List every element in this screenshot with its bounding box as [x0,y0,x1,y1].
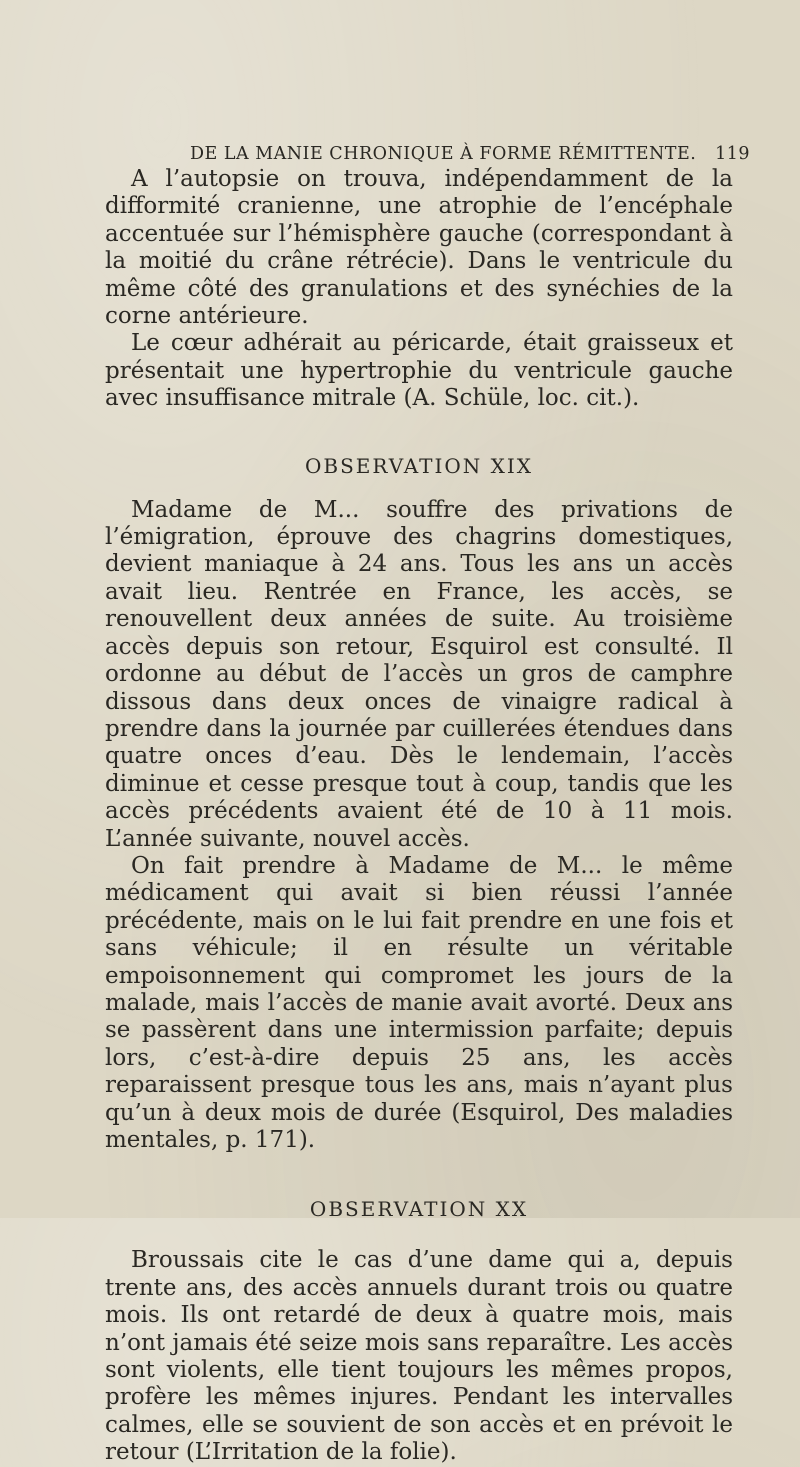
paragraph-autopsy: A l’autopsie on trouva, indépendamment de la difformité cranienne, une atrophie de l’encéphale accentuée sur l’hémisphère gauche (correspondant à la moitié du crâne rétrécie). Dans le ventricule du même côté des granulations et des synéchies de la corne antérieure. [105,166,733,330]
running-title: DE LA MANIE CHRONIQUE À FORME RÉMITTENTE. [190,144,697,164]
paragraph-madame-m: Madame de M... souffre des privations de l’émigration, éprouve des chagrins domestiques, devient maniaque à 24 ans. Tous les ans un accès avait lieu. Rentrée en France, les accès, se renouvellent deux années de suite. Au troisième accès depuis son retour, Esquirol est consulté. Il ordonne au début de l’accès un gros de camphre dissous dans deux onces de vinaigre radical à prendre dans la journée par cuillerées étendues dans quatre onces d’eau. Dès le lendemain, l’accès diminue et cesse presque tout à coup, tandis que les accès précédents avaient été de 10 à 11 mois. L’année suivante, nouvel accès. [105,496,733,852]
page-number: 119 [715,144,750,164]
paragraph-heart: Le cœur adhérait au péricarde, était graisseux et présentait une hypertrophie du ventricule gauche avec insuffisance mitrale (A. Schüle, loc. cit.). [105,330,733,412]
heading-observation-xx: OBSERVATION XX [309,1197,529,1222]
heading-observation-xix: OBSERVATION XIX [304,453,534,478]
body-text [105,166,733,1467]
paragraph-broussais: Broussais cite le cas d’une dame qui a, depuis trente ans, des accès annuels durant trois ou quatre mois. Ils ont retardé de deux à quatre mois, mais n’ont jamais été seize mois sans reparaître. Les accès sont violents, elle tient toujours les mêmes propos, profère les mêmes injures. Pendant les intervalles calmes, elle se souvient de son accès et en prévoit le retour (L’Irritation de la folie). [105,1247,733,1466]
paragraph-medicament: On fait prendre à Madame de M... le même médicament qui avait si bien réussi l’année précédente, mais on le lui fait prendre en une fois et sans véhicule; il en résulte un véritable empoisonnement qui compromet les jours de la malade, mais l’accès de manie avait avorté. Deux ans se passèrent dans une intermission parfaite; depuis lors, c’est-à-dire depuis 25 ans, les accès reparaissent presque tous les ans, mais n’ayant plus qu’un à deux mois de durée (Esquirol, Des maladies mentales, p. 171). [105,852,733,1153]
